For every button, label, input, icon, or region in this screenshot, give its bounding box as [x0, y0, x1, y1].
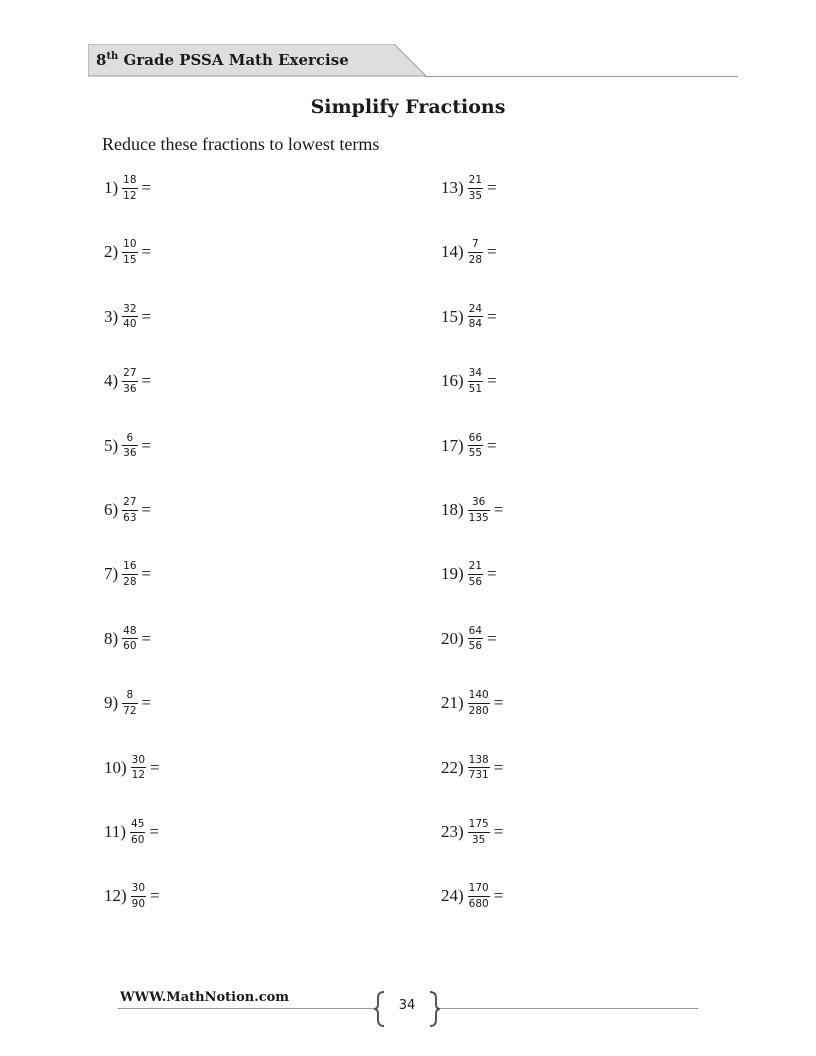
- numerator: 170: [468, 882, 489, 895]
- problem-item: [104, 554, 151, 594]
- equals-sign: =: [493, 757, 504, 777]
- denominator: 12: [123, 189, 137, 202]
- problem-number: 24): [441, 886, 464, 906]
- fraction: [122, 304, 137, 330]
- problem-item: [441, 490, 503, 530]
- numerator: 66: [468, 431, 483, 444]
- numerator: 18: [123, 174, 137, 186]
- equals-sign: =: [150, 757, 160, 777]
- equals-sign: =: [141, 178, 152, 197]
- denominator: 135: [468, 511, 489, 524]
- denominator: 60: [123, 640, 137, 653]
- numerator: 138: [468, 753, 489, 766]
- denominator: 35: [468, 189, 483, 202]
- equals-sign: =: [150, 886, 160, 906]
- equals-sign: =: [487, 371, 497, 391]
- denominator: 680: [468, 897, 489, 910]
- equals-sign: =: [487, 178, 497, 197]
- problem-number: 21): [441, 693, 464, 713]
- fraction: [468, 304, 483, 330]
- problem-item: [104, 232, 151, 272]
- problem-number: 15): [441, 306, 464, 326]
- problem-item: [441, 876, 503, 916]
- problem-item: [104, 490, 151, 530]
- problem-item: [441, 619, 497, 659]
- denominator: 35: [472, 833, 486, 846]
- denominator: 12: [131, 769, 146, 782]
- header-title-rest: Grade PSSA Math Exercise: [118, 51, 349, 69]
- instructions: Reduce these fractions to lowest terms: [102, 134, 380, 154]
- numerator: 34: [468, 367, 483, 380]
- fraction: [122, 239, 137, 265]
- denominator: 28: [123, 575, 137, 588]
- equals-sign: =: [487, 564, 497, 584]
- problem-number: 5): [104, 435, 119, 455]
- numerator: 36: [472, 496, 486, 508]
- fraction: [122, 626, 137, 652]
- denominator: 63: [123, 511, 137, 524]
- equals-sign: =: [141, 242, 152, 262]
- fraction: [468, 819, 490, 845]
- problem-number: 13): [441, 178, 464, 197]
- numerator: 32: [123, 302, 137, 315]
- fraction: [468, 239, 483, 265]
- denominator: 36: [123, 447, 137, 460]
- equals-sign: =: [487, 628, 497, 648]
- fraction: [468, 497, 490, 523]
- equals-sign: =: [493, 693, 504, 713]
- problem-number: 4): [104, 371, 119, 391]
- problem-number: 23): [441, 822, 464, 841]
- numerator: 27: [123, 496, 137, 508]
- problem-number: 2): [104, 242, 119, 262]
- numerator: 140: [468, 689, 489, 702]
- fraction: [468, 175, 483, 201]
- problem-item: [441, 426, 497, 466]
- problem-item: [104, 426, 151, 466]
- numerator: 21: [468, 174, 483, 186]
- equals-sign: =: [493, 822, 504, 841]
- fraction: [468, 561, 483, 587]
- problem-item: [441, 297, 497, 337]
- numerator: 45: [131, 818, 145, 830]
- problem-number: 18): [441, 500, 464, 519]
- equals-sign: =: [141, 628, 152, 648]
- denominator: 56: [468, 640, 483, 653]
- header-title: [96, 51, 349, 69]
- problem-item: [441, 168, 497, 208]
- numerator: 27: [123, 367, 137, 380]
- footer-site-link[interactable]: WWW.MathNotion.com: [120, 990, 290, 1005]
- problem-item: [441, 361, 497, 401]
- problem-item: [104, 876, 160, 916]
- problem-number: 17): [441, 435, 464, 455]
- equals-sign: =: [493, 886, 504, 906]
- equals-sign: =: [141, 306, 152, 326]
- fraction: [131, 883, 146, 909]
- numerator: 6: [126, 431, 134, 444]
- denominator: 51: [468, 382, 483, 395]
- denominator: 84: [468, 318, 483, 331]
- problem-item: [104, 812, 159, 852]
- denominator: 90: [131, 897, 146, 910]
- fraction: [122, 497, 137, 523]
- equals-sign: =: [141, 371, 152, 391]
- equals-sign: =: [149, 822, 159, 841]
- fraction: [122, 175, 137, 201]
- numerator: 30: [131, 882, 146, 895]
- denominator: 36: [123, 382, 137, 395]
- problem-item: [104, 297, 151, 337]
- problem-number: 20): [441, 628, 464, 648]
- equals-sign: =: [487, 306, 497, 326]
- numerator: 21: [468, 560, 483, 573]
- fraction: [468, 883, 490, 909]
- equals-sign: =: [141, 500, 152, 519]
- problem-item: [441, 554, 497, 594]
- problem-item: [104, 168, 151, 208]
- denominator: 72: [123, 704, 137, 717]
- denominator: 60: [131, 833, 145, 846]
- fraction: [122, 433, 137, 459]
- fraction: [122, 561, 137, 587]
- fraction: [468, 755, 490, 781]
- numerator: 10: [123, 238, 137, 251]
- problem-number: 12): [104, 886, 127, 906]
- problem-number: 11): [104, 822, 127, 841]
- problem-item: [104, 619, 151, 659]
- denominator: 731: [468, 769, 489, 782]
- denominator: 56: [468, 575, 483, 588]
- problem-number: 14): [441, 242, 464, 262]
- problem-number: 8): [104, 628, 119, 648]
- footer-rule-right: [440, 1008, 698, 1009]
- denominator: 40: [123, 318, 137, 331]
- problem-item: [104, 361, 151, 401]
- problem-item: [441, 748, 503, 788]
- problem-item: [441, 232, 497, 272]
- numerator: 30: [131, 753, 146, 766]
- problem-number: 22): [441, 757, 464, 777]
- numerator: 7: [472, 238, 479, 251]
- fraction: [130, 819, 145, 845]
- problem-item: [441, 683, 503, 723]
- equals-sign: =: [487, 435, 497, 455]
- fraction: [131, 755, 146, 781]
- page-title: Simplify Fractions: [310, 96, 506, 118]
- header-grade-suffix: th: [106, 51, 119, 62]
- fraction: [468, 626, 483, 652]
- fraction: [122, 368, 137, 394]
- denominator: 28: [468, 253, 483, 266]
- header-grade-number: 8: [96, 51, 107, 69]
- header-rule: [425, 76, 738, 77]
- problem-number: 6): [104, 500, 119, 519]
- problem-item: [104, 683, 151, 723]
- denominator: 55: [468, 447, 483, 460]
- problem-number: 1): [104, 178, 119, 197]
- numerator: 48: [123, 624, 137, 637]
- numerator: 175: [468, 818, 489, 830]
- problem-number: 10): [104, 757, 127, 777]
- problem-number: 3): [104, 306, 119, 326]
- problem-number: 9): [104, 693, 119, 713]
- equals-sign: =: [493, 500, 504, 519]
- numerator: 64: [468, 624, 483, 637]
- fraction: [468, 690, 490, 716]
- equals-sign: =: [141, 435, 152, 455]
- problem-item: [104, 748, 160, 788]
- numerator: 16: [123, 560, 137, 573]
- numerator: 24: [468, 302, 483, 315]
- footer-rule-left: [118, 1008, 374, 1009]
- equals-sign: =: [487, 242, 497, 262]
- equals-sign: =: [141, 693, 152, 713]
- fraction: [468, 433, 483, 459]
- fraction: [468, 368, 483, 394]
- denominator: 280: [468, 704, 489, 717]
- equals-sign: =: [141, 564, 152, 584]
- problem-item: [441, 812, 503, 852]
- problem-number: 19): [441, 564, 464, 584]
- fraction: [122, 690, 137, 716]
- problem-number: 16): [441, 371, 464, 391]
- denominator: 15: [123, 253, 137, 266]
- page-number: 34: [398, 998, 416, 1013]
- numerator: 8: [126, 689, 134, 702]
- problem-number: 7): [104, 564, 119, 584]
